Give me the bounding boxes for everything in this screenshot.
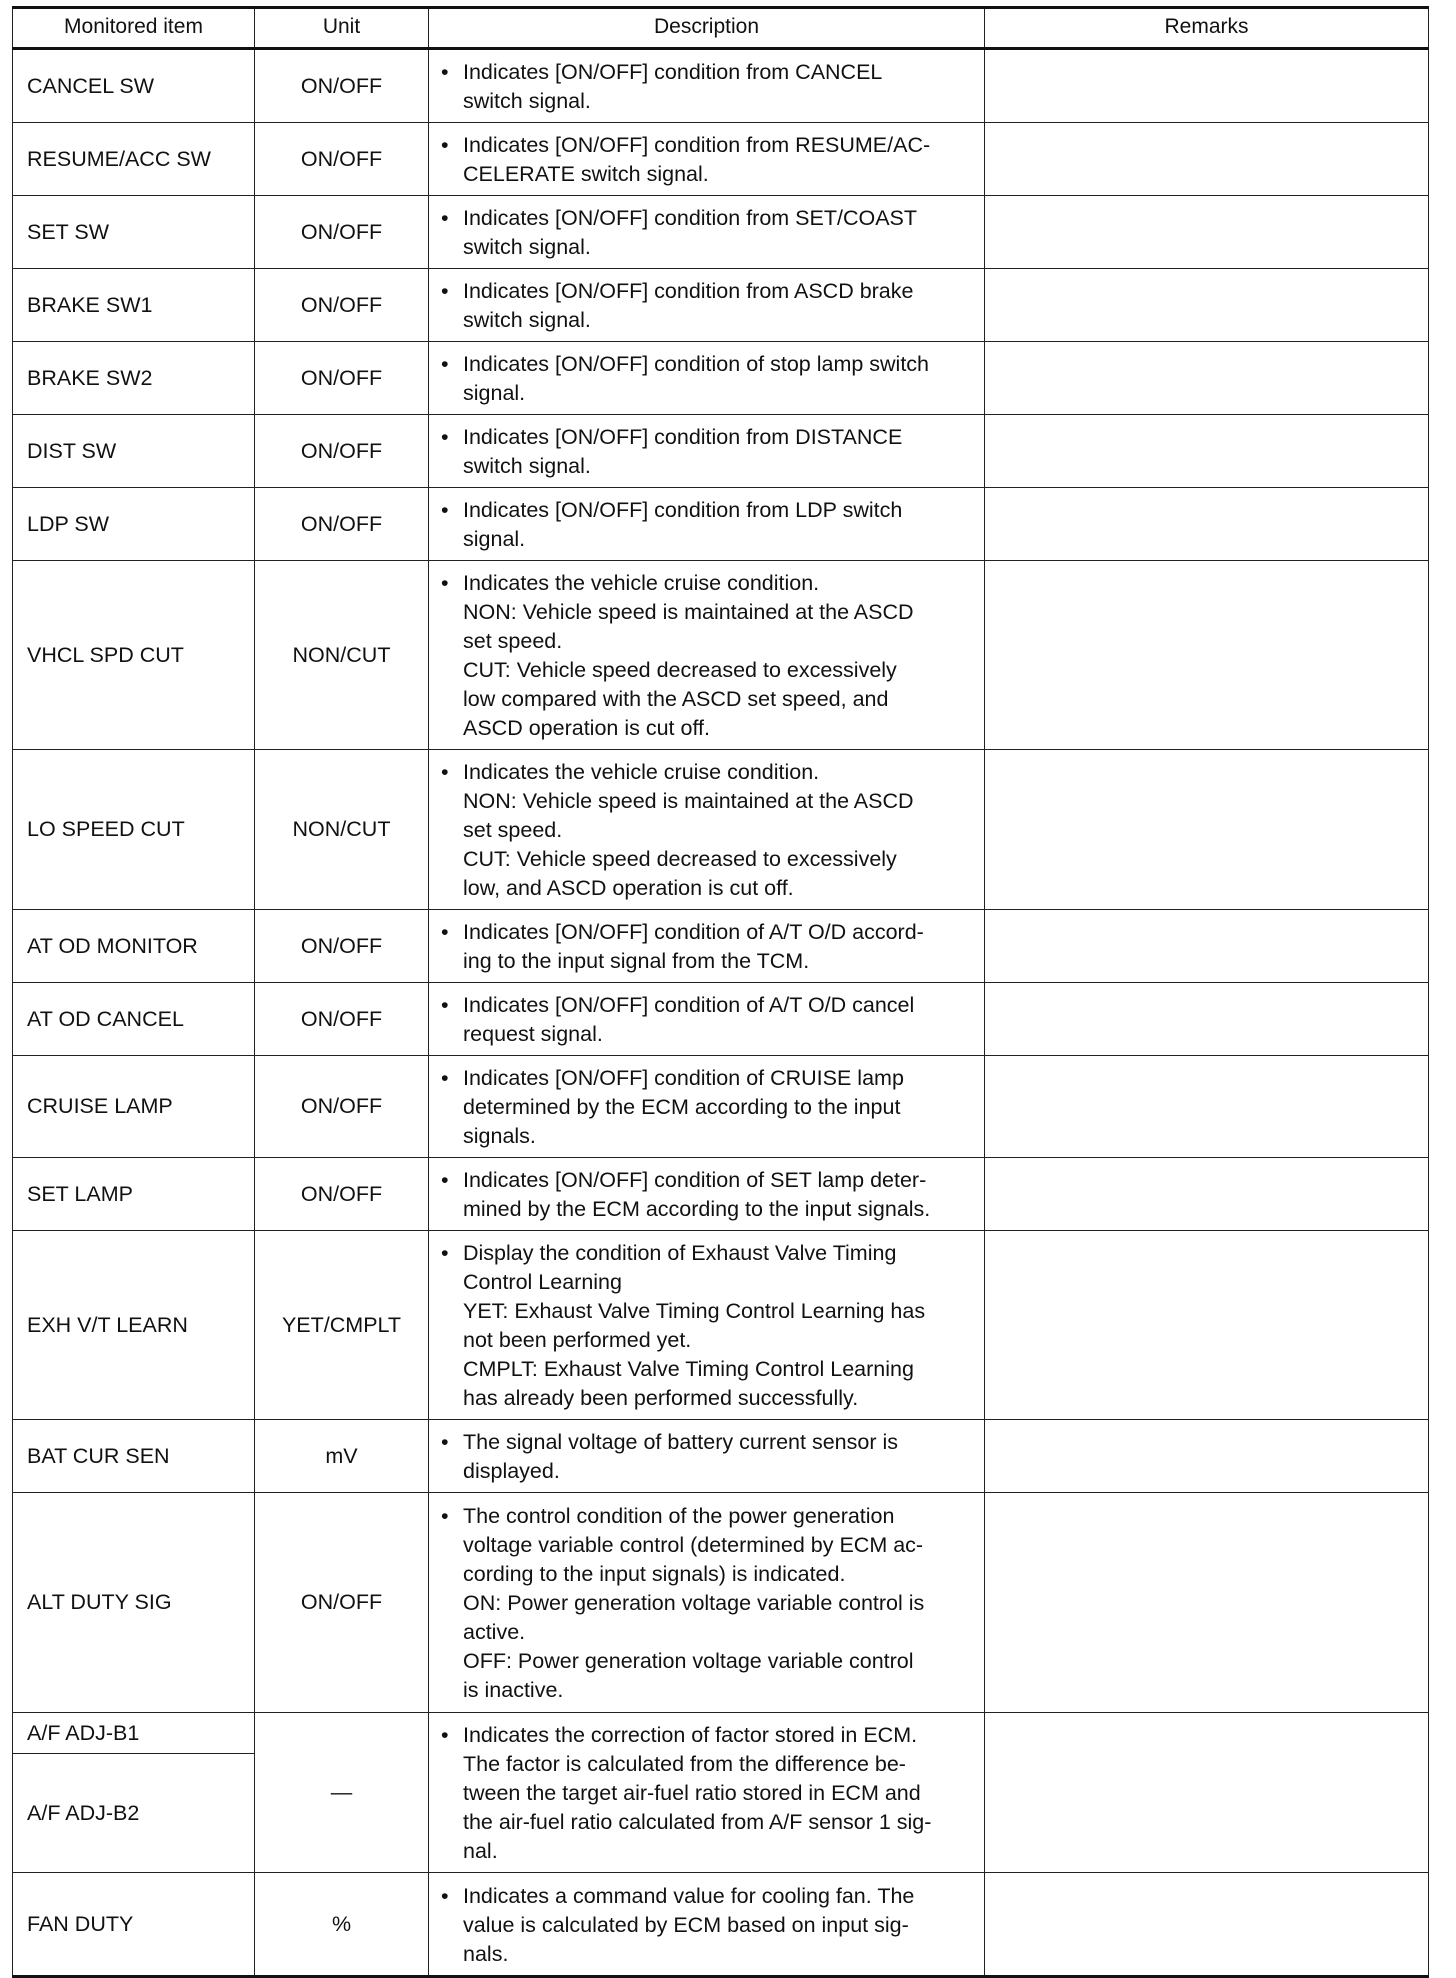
table-row	[13, 561, 1429, 750]
description-cell	[429, 196, 985, 269]
description-bullet	[441, 423, 976, 481]
description-lines	[463, 277, 976, 335]
description-lines	[463, 1882, 976, 1969]
bullet-marker: •	[441, 1723, 449, 1747]
remarks-cell	[985, 983, 1429, 1056]
remarks-cell	[985, 1493, 1429, 1713]
unit-cell: YET/CMPLT	[255, 1231, 429, 1420]
description-line: Indicates [ON/OFF] condition from ASCD brake	[463, 279, 914, 303]
description-lines	[463, 1239, 976, 1413]
bullet-marker: •	[441, 352, 449, 376]
description-cell	[429, 983, 985, 1056]
description-bullet	[441, 350, 976, 408]
description-bullet	[441, 277, 976, 335]
description-line: switch signal.	[463, 454, 591, 478]
description-lines	[463, 991, 976, 1049]
description-line: displayed.	[463, 1459, 560, 1483]
bullet-marker: •	[441, 993, 449, 1017]
bullet-marker: •	[441, 920, 449, 944]
table-row	[13, 123, 1429, 196]
description-cell	[429, 269, 985, 342]
remarks-cell	[985, 49, 1429, 123]
monitored-item-cell: BRAKE SW1	[13, 269, 255, 342]
description-cell	[429, 1493, 985, 1713]
table-row	[13, 269, 1429, 342]
description-bullet	[441, 496, 976, 554]
header-monitored-item: Monitored item	[13, 8, 255, 49]
table-row	[13, 342, 1429, 415]
description-line: NON: Vehicle speed is maintained at the ASCD	[463, 789, 914, 813]
description-line: mined by the ECM according to the input signals.	[463, 1197, 931, 1221]
description-line: not been performed yet.	[463, 1328, 692, 1352]
description-line: switch signal.	[463, 235, 591, 259]
description-line: The signal voltage of battery current sensor is	[463, 1430, 898, 1454]
unit-cell: ON/OFF	[255, 49, 429, 123]
description-line: has already been performed successfully.	[463, 1386, 859, 1410]
description-line: CUT: Vehicle speed decreased to excessively	[463, 847, 897, 871]
description-cell	[429, 49, 985, 123]
remarks-cell	[985, 561, 1429, 750]
description-line: signals.	[463, 1124, 536, 1148]
table-row	[13, 1493, 1429, 1713]
table-row	[13, 750, 1429, 910]
table-row	[13, 1231, 1429, 1420]
description-line: low, and ASCD operation is cut off.	[463, 876, 794, 900]
description-lines	[463, 131, 976, 189]
remarks-cell	[985, 342, 1429, 415]
description-line: nals.	[463, 1941, 509, 1966]
table-body	[13, 49, 1429, 1977]
description-line: Indicates [ON/OFF] condition from RESUME/AC-	[463, 133, 931, 157]
description-bullet	[441, 758, 976, 903]
description-line: nal.	[463, 1839, 498, 1863]
table-row	[13, 1873, 1429, 1977]
description-line: Indicates [ON/OFF] condition of A/T O/D cancel	[463, 993, 915, 1017]
unit-cell: ON/OFF	[255, 123, 429, 196]
description-line: Indicates [ON/OFF] condition from DISTANCE	[463, 425, 903, 449]
description-line: Indicates [ON/OFF] condition of A/T O/D accord-	[463, 920, 924, 944]
unit-cell: %	[255, 1873, 429, 1977]
description-lines	[463, 1721, 976, 1866]
description-cell	[429, 750, 985, 910]
description-lines	[463, 569, 976, 743]
monitor-table	[12, 6, 1429, 1978]
monitored-item-cell: AT OD CANCEL	[13, 983, 255, 1056]
description-bullet	[441, 1882, 976, 1969]
header-remarks: Remarks	[985, 8, 1429, 49]
description-line: switch signal.	[463, 308, 591, 332]
bullet-marker: •	[441, 1066, 449, 1090]
description-bullet	[441, 1502, 976, 1705]
monitored-item-cell: SET SW	[13, 196, 255, 269]
description-bullet	[441, 1166, 976, 1224]
bullet-marker: •	[441, 133, 449, 157]
description-line: CELERATE switch signal.	[463, 162, 709, 186]
description-cell	[429, 342, 985, 415]
bullet-marker: •	[441, 760, 449, 784]
description-lines	[463, 758, 976, 903]
remarks-cell	[985, 488, 1429, 561]
description-line: ing to the input signal from the TCM.	[463, 949, 810, 973]
description-lines	[463, 350, 976, 408]
description-cell	[429, 488, 985, 561]
description-line: active.	[463, 1620, 526, 1644]
monitored-item-cell: FAN DUTY	[13, 1873, 255, 1977]
description-line: cording to the input signals) is indicated.	[463, 1562, 846, 1586]
description-cell	[429, 1158, 985, 1231]
description-line: Display the condition of Exhaust Valve Timing	[463, 1241, 897, 1265]
description-line: request signal.	[463, 1022, 603, 1046]
description-line: set speed.	[463, 818, 563, 842]
table-row	[13, 415, 1429, 488]
bullet-marker: •	[441, 498, 449, 522]
remarks-cell	[985, 269, 1429, 342]
description-bullet	[441, 204, 976, 262]
description-lines	[463, 496, 976, 554]
bullet-marker: •	[441, 1430, 449, 1454]
description-line: Indicates [ON/OFF] condition from SET/COAST	[463, 206, 918, 230]
bullet-marker: •	[441, 1883, 449, 1908]
remarks-cell	[985, 196, 1429, 269]
remarks-cell	[985, 415, 1429, 488]
description-cell	[429, 1713, 985, 1873]
description-line: Indicates the vehicle cruise condition.	[463, 571, 820, 595]
header-row	[13, 8, 1429, 49]
remarks-cell	[985, 750, 1429, 910]
description-bullet	[441, 1064, 976, 1151]
table-row	[13, 1056, 1429, 1158]
bullet-marker: •	[441, 206, 449, 230]
bullet-marker: •	[441, 60, 449, 84]
monitored-item-cell: SET LAMP	[13, 1158, 255, 1231]
unit-cell: ON/OFF	[255, 196, 429, 269]
monitored-item-cell: BAT CUR SEN	[13, 1420, 255, 1493]
monitored-item-cell: ALT DUTY SIG	[13, 1493, 255, 1713]
table-row	[13, 983, 1429, 1056]
description-cell	[429, 1231, 985, 1420]
description-line: switch signal.	[463, 89, 591, 113]
description-line: ON: Power generation voltage variable control is	[463, 1591, 925, 1615]
unit-cell: ON/OFF	[255, 488, 429, 561]
description-line: determined by the ECM according to the input	[463, 1095, 901, 1119]
monitored-item-cell: BRAKE SW2	[13, 342, 255, 415]
bullet-marker: •	[441, 1241, 449, 1265]
unit-cell: ON/OFF	[255, 983, 429, 1056]
monitored-item-cell: AT OD MONITOR	[13, 910, 255, 983]
bullet-marker: •	[441, 1504, 449, 1528]
description-lines	[463, 1502, 976, 1705]
description-line: The control condition of the power generation	[463, 1504, 895, 1528]
description-bullet	[441, 991, 976, 1049]
description-line: CMPLT: Exhaust Valve Timing Control Learning	[463, 1357, 914, 1381]
remarks-cell	[985, 1158, 1429, 1231]
table-row	[13, 1420, 1429, 1493]
description-cell	[429, 123, 985, 196]
monitored-item-cell: CANCEL SW	[13, 49, 255, 123]
description-line: CUT: Vehicle speed decreased to excessively	[463, 658, 897, 682]
remarks-cell	[985, 1056, 1429, 1158]
description-line: Indicates [ON/OFF] condition of CRUISE lamp	[463, 1066, 904, 1090]
monitored-item-cell: LO SPEED CUT	[13, 750, 255, 910]
unit-cell: ON/OFF	[255, 342, 429, 415]
monitored-item-cell: A/F ADJ-B2	[13, 1754, 255, 1873]
description-line: OFF: Power generation voltage variable control	[463, 1649, 914, 1673]
description-bullet	[441, 1428, 976, 1486]
header-description: Description	[429, 8, 985, 49]
description-line: Indicates the vehicle cruise condition.	[463, 760, 820, 784]
description-lines	[463, 58, 976, 116]
description-line: Indicates the correction of factor stored in ECM.	[463, 1723, 918, 1747]
description-lines	[463, 1166, 976, 1224]
description-line: ASCD operation is cut off.	[463, 716, 710, 740]
monitored-item-cell: A/F ADJ-B1	[13, 1713, 255, 1754]
unit-cell: ON/OFF	[255, 1056, 429, 1158]
description-line: Indicates [ON/OFF] condition from CANCEL	[463, 60, 883, 84]
description-line: signal.	[463, 381, 526, 405]
unit-cell: ON/OFF	[255, 269, 429, 342]
unit-cell: NON/CUT	[255, 750, 429, 910]
description-line: voltage variable control (determined by ECM ac-	[463, 1533, 924, 1557]
remarks-cell	[985, 1231, 1429, 1420]
description-bullet	[441, 918, 976, 976]
description-line: the air-fuel ratio calculated from A/F sensor 1 sig-	[463, 1810, 932, 1834]
bullet-marker: •	[441, 279, 449, 303]
bullet-marker: •	[441, 1168, 449, 1192]
header-unit: Unit	[255, 8, 429, 49]
description-cell	[429, 1056, 985, 1158]
description-cell	[429, 910, 985, 983]
description-cell	[429, 561, 985, 750]
monitored-item-cell: EXH V/T LEARN	[13, 1231, 255, 1420]
description-line: tween the target air-fuel ratio stored in ECM and	[463, 1781, 921, 1805]
description-bullet	[441, 1721, 976, 1866]
description-bullet	[441, 569, 976, 743]
unit-cell: ON/OFF	[255, 415, 429, 488]
table-row	[13, 488, 1429, 561]
description-line: YET: Exhaust Valve Timing Control Learning has	[463, 1299, 926, 1323]
table-row	[13, 196, 1429, 269]
remarks-cell	[985, 1420, 1429, 1493]
monitored-item-cell: RESUME/ACC SW	[13, 123, 255, 196]
description-lines	[463, 918, 976, 976]
description-lines	[463, 204, 976, 262]
bullet-marker: •	[441, 571, 449, 595]
description-line: Indicates [ON/OFF] condition of stop lamp switch	[463, 352, 930, 376]
unit-cell: ON/OFF	[255, 1158, 429, 1231]
description-cell	[429, 1873, 985, 1977]
description-line: Control Learning	[463, 1270, 622, 1294]
description-line: signal.	[463, 527, 526, 551]
description-bullet	[441, 131, 976, 189]
description-bullet	[441, 58, 976, 116]
description-lines	[463, 423, 976, 481]
description-line: value is calculated by ECM based on input sig-	[463, 1912, 909, 1937]
description-line: Indicates a command value for cooling fan. The	[463, 1883, 915, 1908]
remarks-cell	[985, 1713, 1429, 1873]
description-bullet	[441, 1239, 976, 1413]
table-row	[13, 910, 1429, 983]
unit-cell: —	[255, 1713, 429, 1873]
description-cell	[429, 415, 985, 488]
monitored-item-cell: VHCL SPD CUT	[13, 561, 255, 750]
description-lines	[463, 1428, 976, 1486]
description-line: NON: Vehicle speed is maintained at the ASCD	[463, 600, 914, 624]
bullet-marker: •	[441, 425, 449, 449]
table-row	[13, 1158, 1429, 1231]
monitored-item-cell: DIST SW	[13, 415, 255, 488]
unit-cell: ON/OFF	[255, 910, 429, 983]
description-cell	[429, 1420, 985, 1493]
description-lines	[463, 1064, 976, 1151]
description-line: Indicates [ON/OFF] condition from LDP switch	[463, 498, 903, 522]
table-row	[13, 1713, 1429, 1754]
unit-cell: mV	[255, 1420, 429, 1493]
description-line: set speed.	[463, 629, 563, 653]
remarks-cell	[985, 910, 1429, 983]
monitored-item-cell: LDP SW	[13, 488, 255, 561]
description-line: low compared with the ASCD set speed, and	[463, 687, 889, 711]
description-line: Indicates [ON/OFF] condition of SET lamp deter-	[463, 1168, 927, 1192]
remarks-cell	[985, 1873, 1429, 1977]
monitored-item-cell: CRUISE LAMP	[13, 1056, 255, 1158]
remarks-cell	[985, 123, 1429, 196]
description-line: is inactive.	[463, 1678, 564, 1702]
description-line: The factor is calculated from the difference be-	[463, 1752, 906, 1776]
unit-cell: NON/CUT	[255, 561, 429, 750]
table-row	[13, 49, 1429, 123]
unit-cell: ON/OFF	[255, 1493, 429, 1713]
